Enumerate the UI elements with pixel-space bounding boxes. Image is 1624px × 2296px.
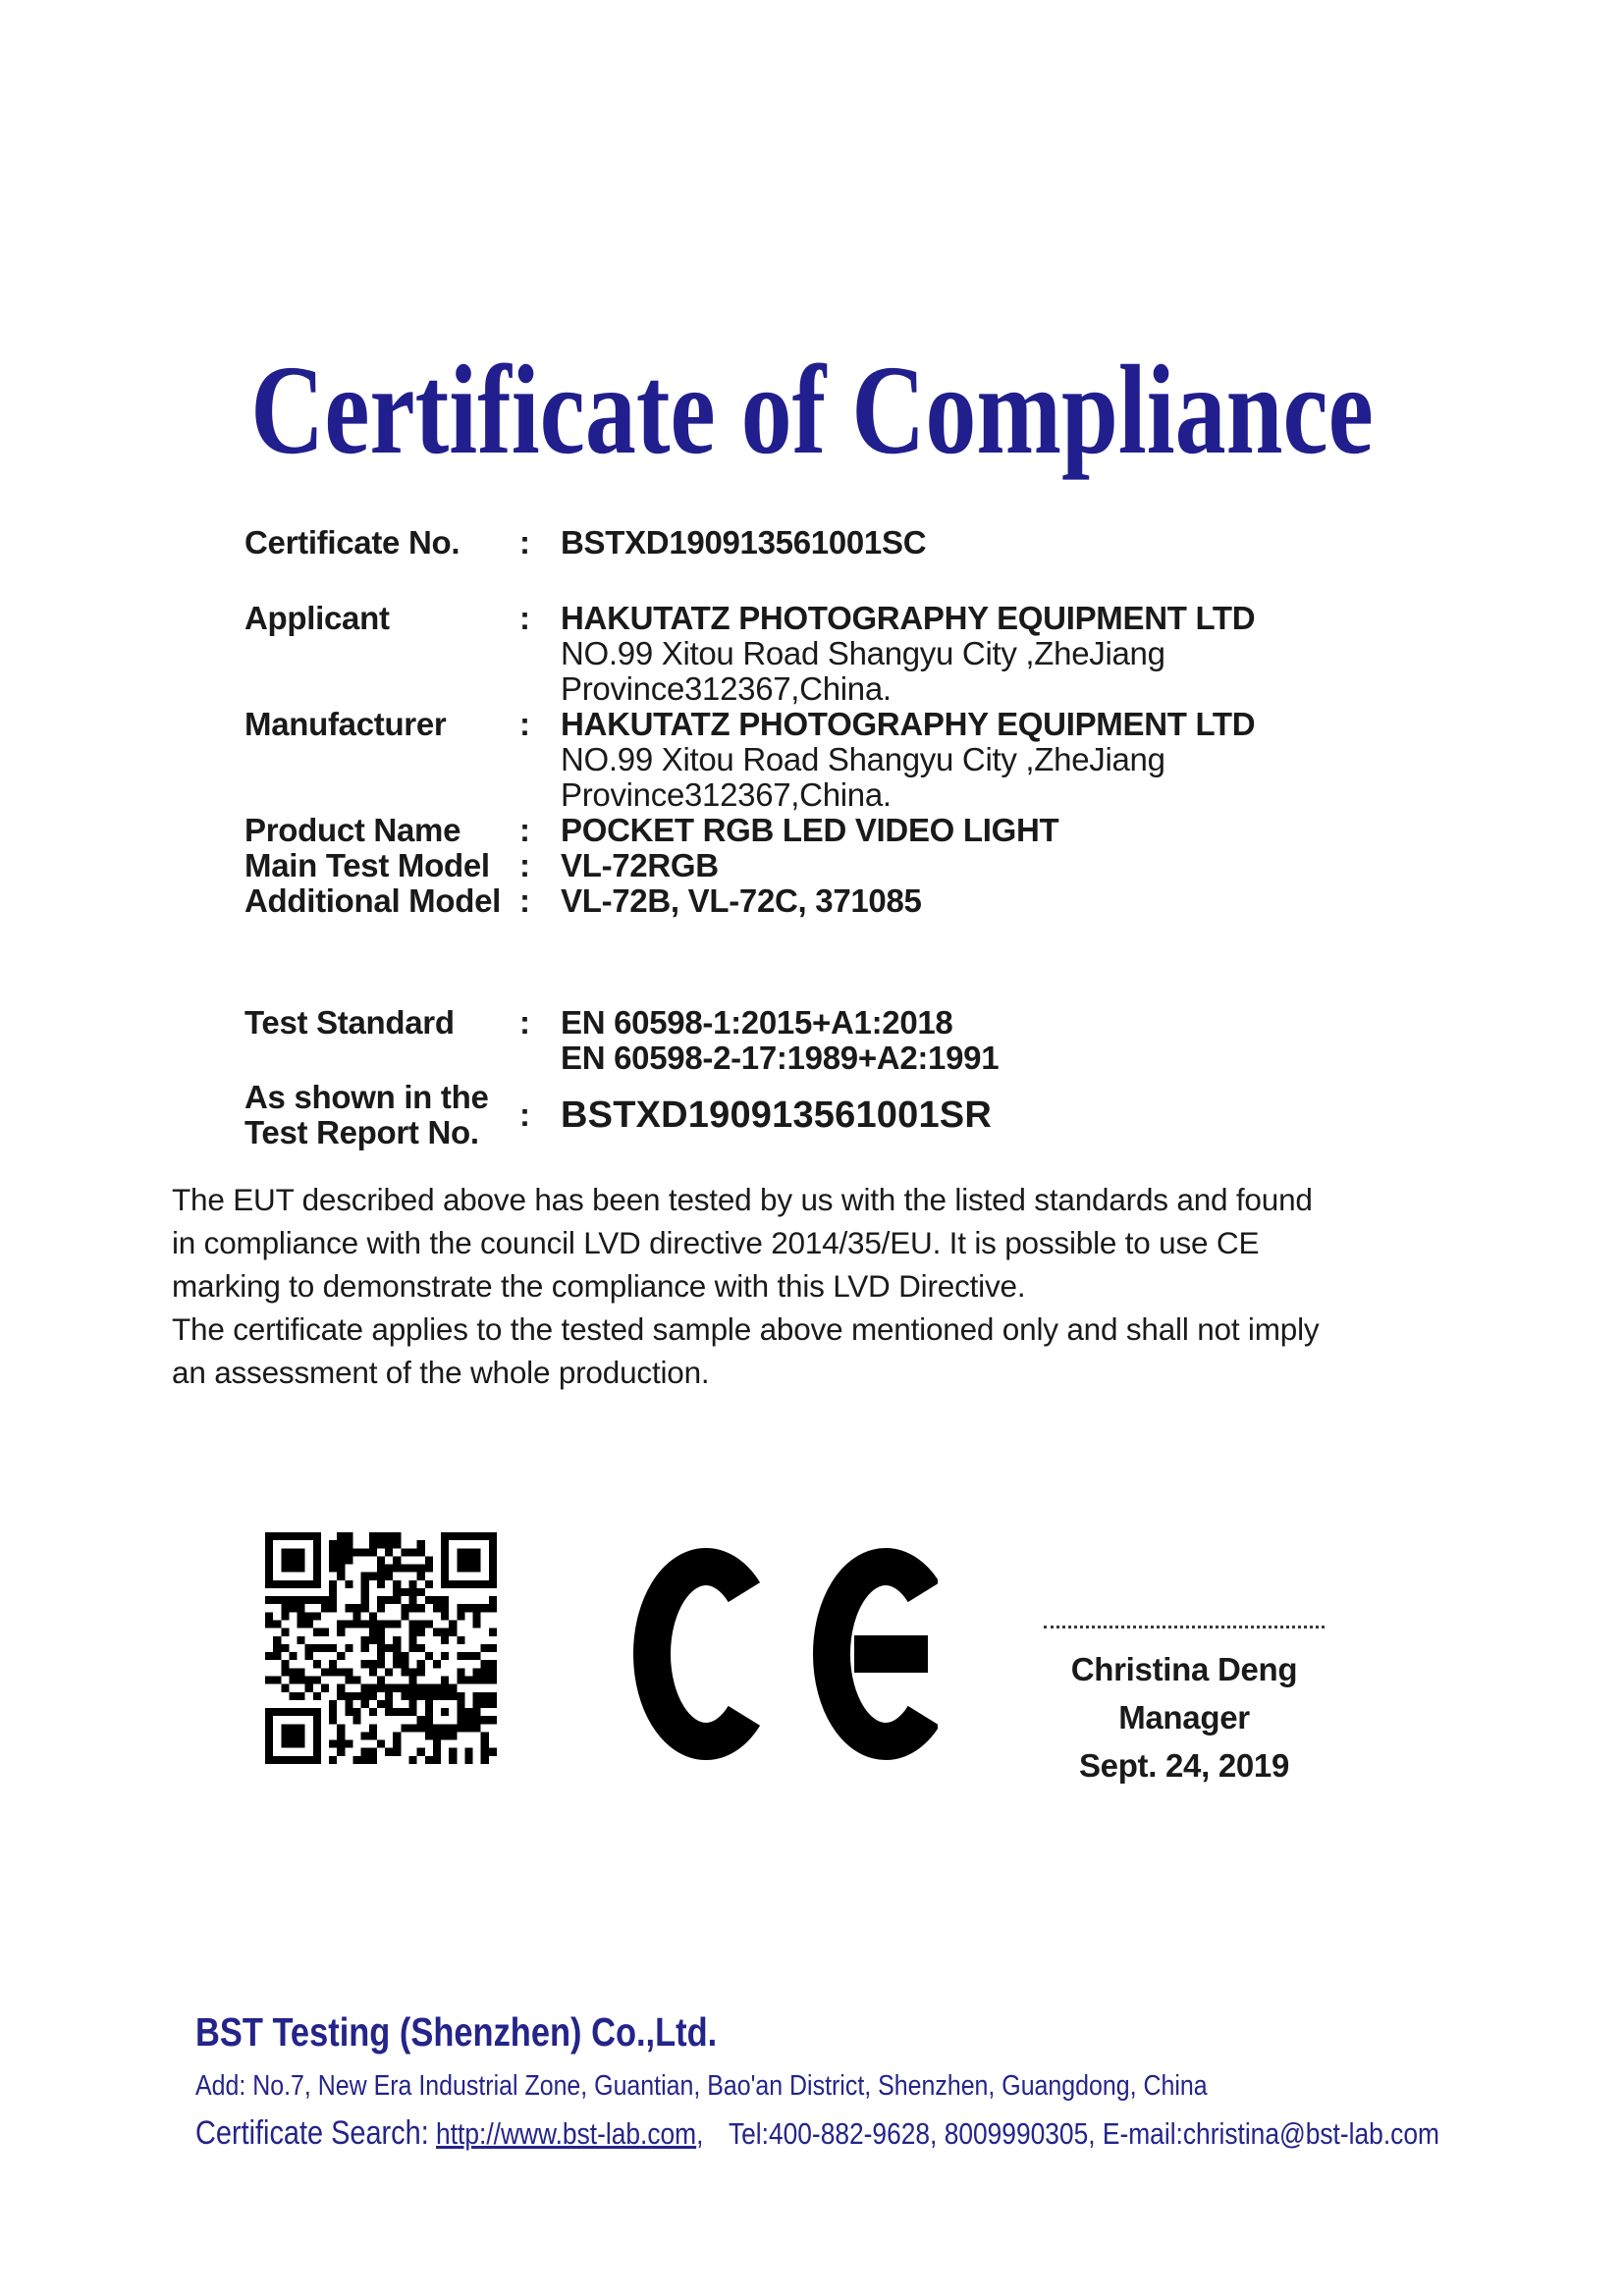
signatory-name: Christina Deng bbox=[1070, 1651, 1298, 1687]
row-label: Certificate No. bbox=[244, 524, 460, 561]
row-colon: : bbox=[519, 882, 530, 919]
statement-line: in compliance with the council LVD directive 2014/35/EU. It is possible to use CE bbox=[172, 1225, 1260, 1260]
row-colon: : bbox=[519, 1096, 530, 1133]
row-label: Test Standard bbox=[244, 1004, 455, 1041]
manufacturer-address-line1: NO.99 Xitou Road Shangyu City ,ZheJiang bbox=[561, 741, 1165, 777]
certificate-search-url-link[interactable]: http://www.bst-lab.com bbox=[436, 2116, 697, 2151]
manufacturer-company: HAKUTATZ PHOTOGRAPHY EQUIPMENT LTD bbox=[561, 706, 1256, 742]
row-label: Product Name bbox=[244, 812, 461, 848]
search-url-separator: , bbox=[696, 2116, 704, 2151]
statement-line: marking to demonstrate the compliance with this LVD Directive. bbox=[172, 1268, 1026, 1304]
signatory-title: Manager bbox=[1118, 1699, 1250, 1735]
row-colon: : bbox=[519, 600, 530, 636]
applicant-company: HAKUTATZ PHOTOGRAPHY EQUIPMENT LTD bbox=[561, 600, 1256, 636]
row-colon: : bbox=[519, 847, 530, 883]
row-colon: : bbox=[519, 524, 530, 561]
test-standard-line1: EN 60598-1:2015+A1:2018 bbox=[561, 1004, 953, 1041]
page-title: Certificate of Compliance bbox=[250, 340, 1374, 481]
row-label: Main Test Model bbox=[244, 847, 490, 883]
signature-date: Sept. 24, 2019 bbox=[1078, 1747, 1290, 1784]
test-report-number: BSTXD190913561001SR bbox=[561, 1095, 992, 1136]
info-row-certificate-no bbox=[244, 525, 1255, 561]
signature-block bbox=[1044, 1626, 1325, 1789]
ce-mark-icon bbox=[633, 1548, 938, 1760]
info-row-manufacturer bbox=[244, 707, 1255, 813]
row-colon: : bbox=[519, 812, 530, 848]
applicant-address-line1: NO.99 Xitou Road Shangyu City ,ZheJiang bbox=[561, 635, 1165, 671]
footer-contact: Tel:400-882-9628, 8009990305, E-mail:christina@bst-lab.com bbox=[728, 2116, 1439, 2151]
certificate-number: BSTXD190913561001SC bbox=[561, 524, 927, 561]
row-colon: : bbox=[519, 1004, 530, 1041]
footer-address: Add: No.7, New Era Industrial Zone, Guantian, Bao'an District, Shenzhen, Guangdong, China bbox=[195, 2070, 1208, 2102]
info-row-test-standard bbox=[244, 1005, 1255, 1076]
statement-line: an assessment of the whole production. bbox=[172, 1355, 710, 1390]
manufacturer-address-line2: Province312367,China. bbox=[561, 776, 892, 813]
test-standard-line2: EN 60598-2-17:1989+A2:1991 bbox=[561, 1040, 1000, 1076]
test-report-label-line1: As shown in the bbox=[244, 1079, 489, 1115]
info-row-test-report bbox=[244, 1080, 1255, 1150]
info-row-main-test-model bbox=[244, 848, 1255, 883]
info-row-product-name bbox=[244, 813, 1255, 848]
signature-dotted-line bbox=[1044, 1626, 1325, 1629]
footer bbox=[195, 2008, 1624, 2155]
applicant-address-line2: Province312367,China. bbox=[561, 670, 892, 707]
certificate-search-label: Certificate Search: bbox=[195, 2114, 429, 2152]
info-section bbox=[244, 525, 1255, 1150]
row-label: Applicant bbox=[244, 600, 390, 636]
info-row-applicant bbox=[244, 601, 1255, 707]
row-colon: : bbox=[519, 706, 530, 742]
main-test-model: VL-72RGB bbox=[561, 847, 719, 883]
footer-search-line bbox=[195, 2112, 1439, 2155]
qr-code bbox=[265, 1532, 497, 1764]
statement-line: The EUT described above has been tested by us with the listed standards and found bbox=[172, 1182, 1313, 1217]
info-row-additional-model bbox=[244, 883, 1255, 919]
additional-model: VL-72B, VL-72C, 371085 bbox=[561, 882, 922, 919]
row-label: Manufacturer bbox=[244, 706, 447, 742]
footer-company: BST Testing (Shenzhen) Co.,Ltd. bbox=[195, 2009, 718, 2055]
row-label: Additional Model bbox=[244, 882, 502, 919]
compliance-statement bbox=[172, 1178, 1319, 1394]
test-report-label-line2: Test Report No. bbox=[244, 1114, 479, 1150]
product-name: POCKET RGB LED VIDEO LIGHT bbox=[561, 812, 1059, 848]
statement-line: The certificate applies to the tested sample above mentioned only and shall not imply bbox=[172, 1311, 1320, 1347]
